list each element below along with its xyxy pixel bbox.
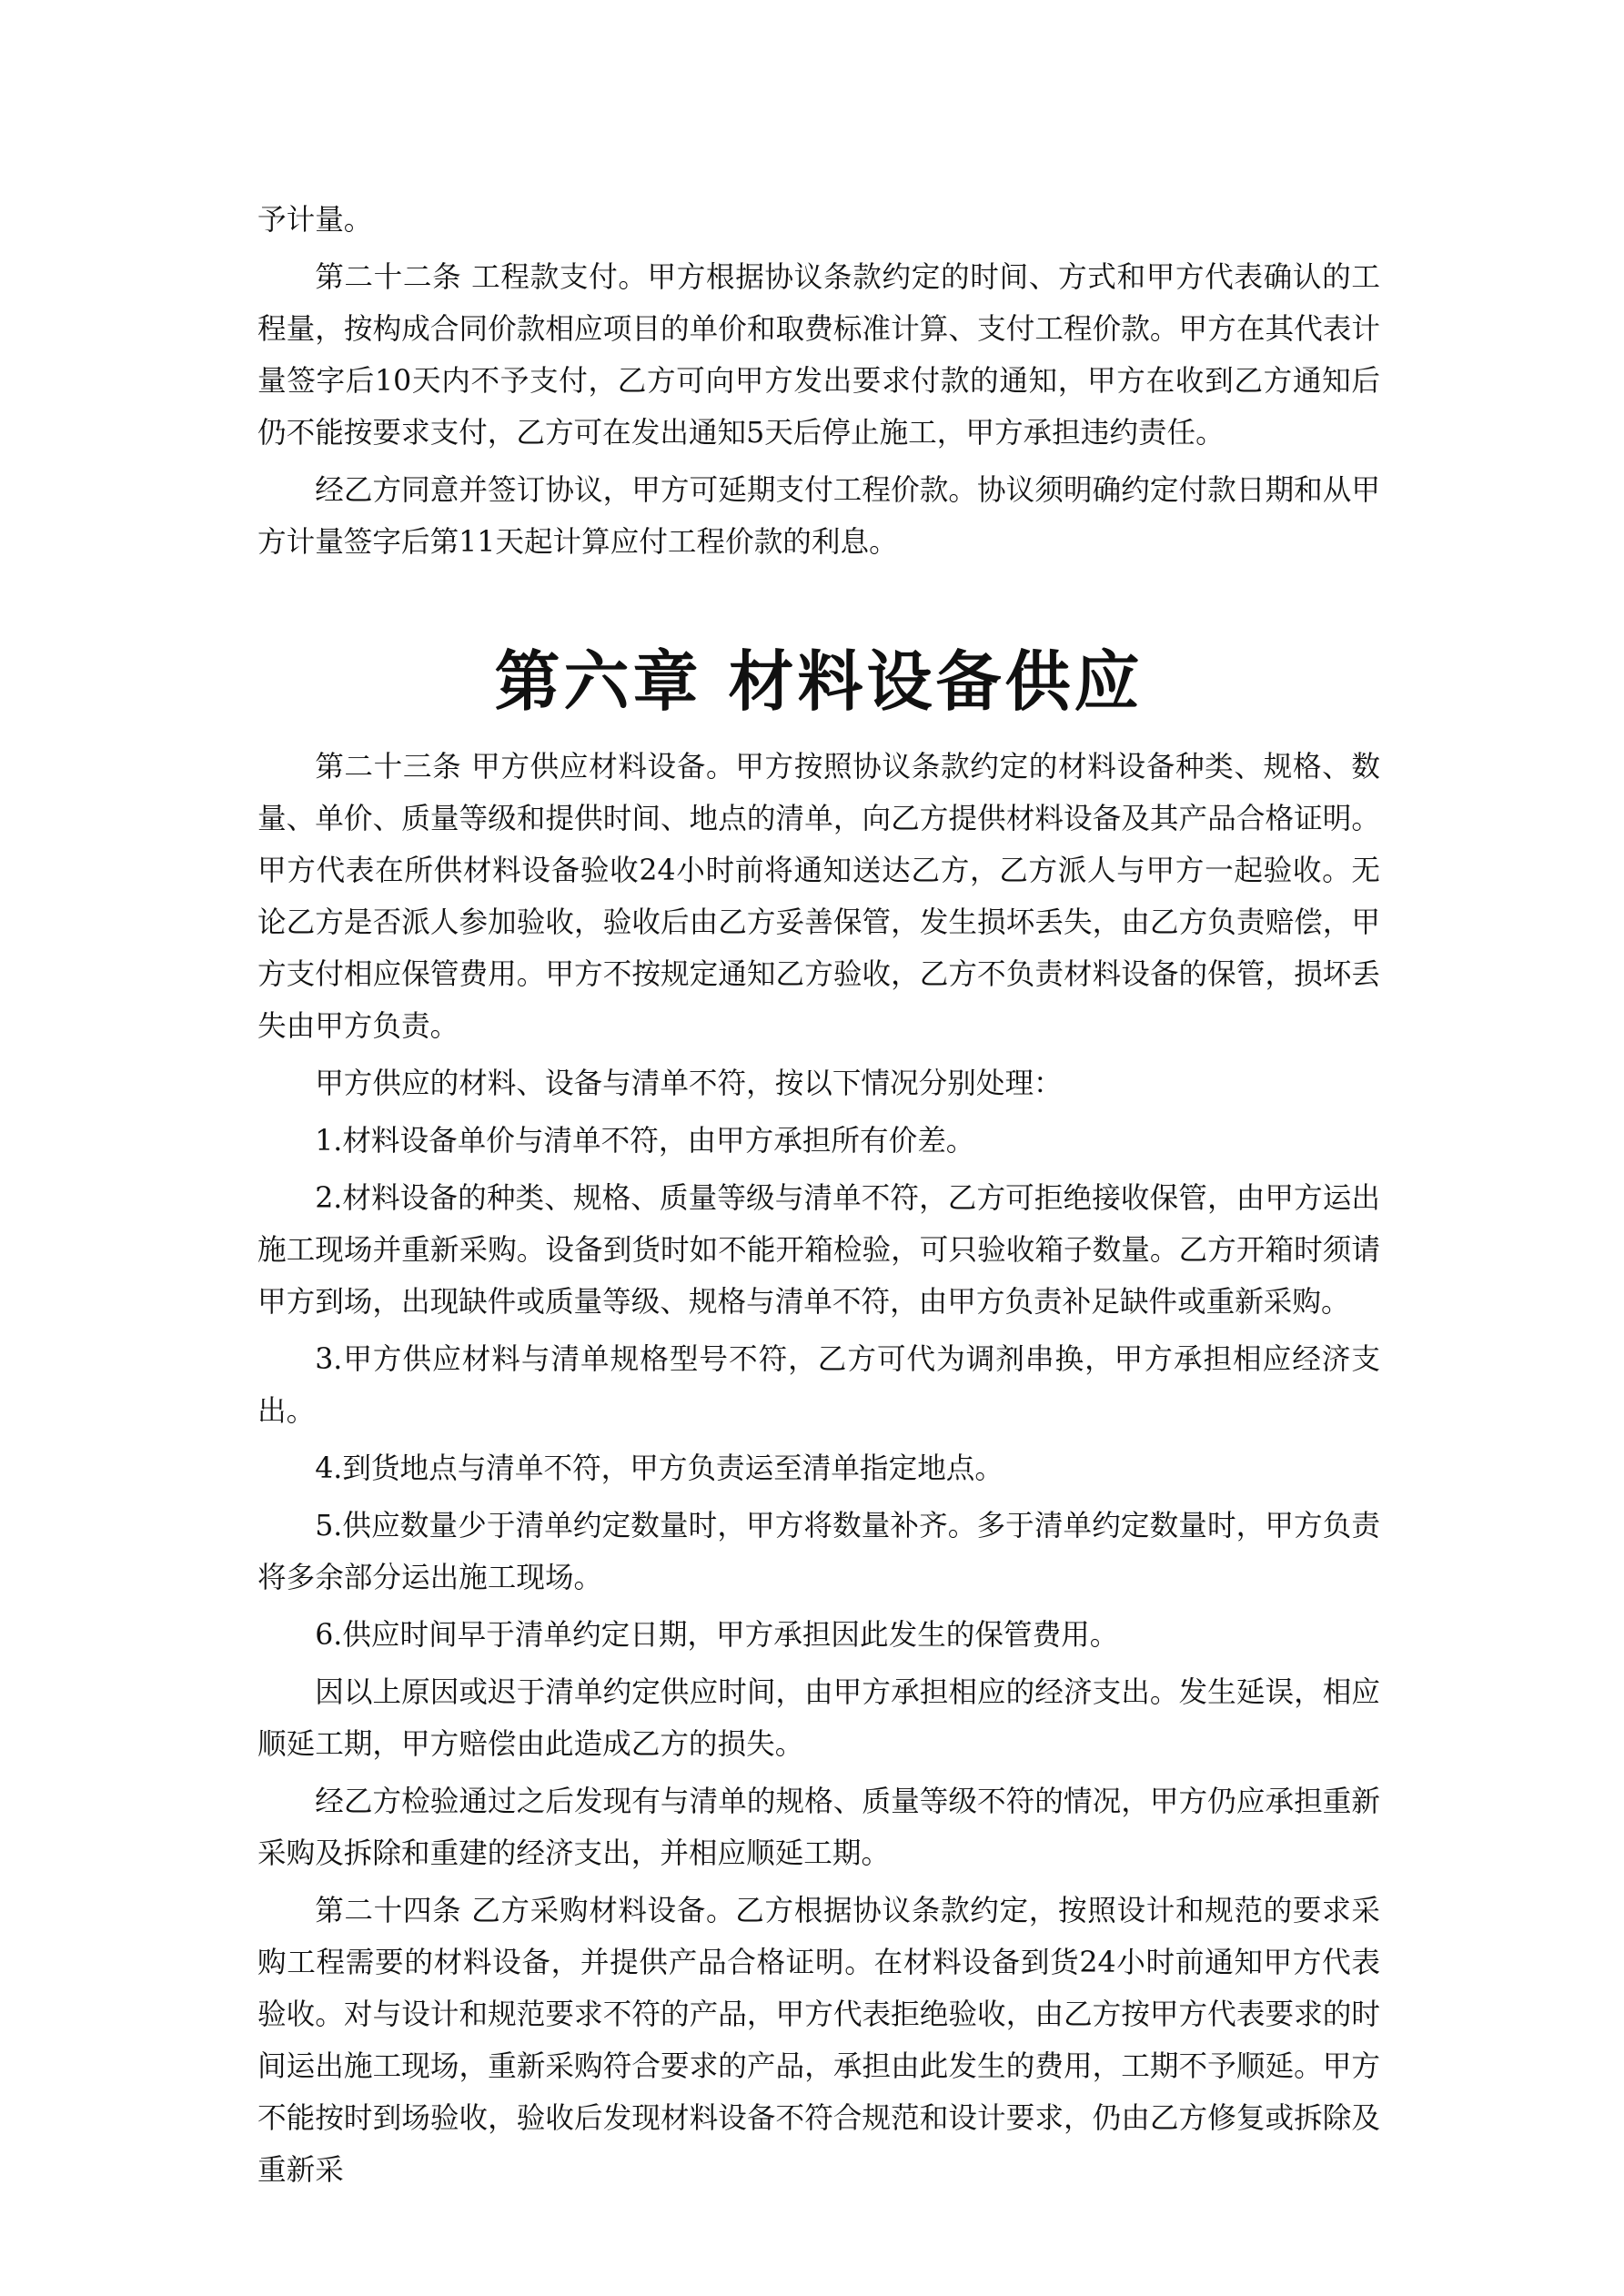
document-page <box>257 195 1380 2202</box>
list-item-3: 3.甲方供应材料与清单规格型号不符，乙方可代为调剂串换，甲方承担相应经济支出。 <box>257 1343 1380 1428</box>
list-item-1: 1.材料设备单价与清单不符，由甲方承担所有价差。 <box>315 1125 975 1158</box>
chapter-title: 第六章 材料设备供应 <box>494 643 1144 720</box>
paragraph-article-24: 第二十四条 乙方采购材料设备。乙方根据协议条款约定，按照设计和规范的要求采购工程需要的材料设备，并提供产品合格证明。在材料设备到货24小时前通知甲方代表验收。对与设计和规范要求不符的产品，甲方代表拒绝验收，由乙方按甲方代表要求的时间运出施工现场，重新采购符合要求的产品，承担由此发生的费用，工期不予顺延。甲方不能按时到场验收，验收后发现材料设备不符合规范和设计要求，仍由乙方修复或拆除及重新采 <box>257 1895 1380 2187</box>
list-item-4: 4.到货地点与清单不符，甲方负责运至清单指定地点。 <box>315 1452 1004 1485</box>
paragraph-continuation: 予计量。 <box>257 204 373 237</box>
paragraph-article-23: 第二十三条 甲方供应材料设备。甲方按照协议条款约定的材料设备种类、规格、数量、单价、质量等级和提供时间、地点的清单，向乙方提供材料设备及其产品合格证明。甲方代表在所供材料设备验收24小时前将通知送达乙方，乙方派人与甲方一起验收。无论乙方是否派人参加验收，验收后由乙方妥善保管，发生损坏丢失，由乙方负责赔偿，甲方支付相应保管费用。甲方不按规定通知乙方验收，乙方不负责材料设备的保管，损坏丢失由甲方负责。 <box>257 751 1380 1043</box>
paragraph-mismatch-intro: 甲方供应的材料、设备与清单不符，按以下情况分别处理： <box>315 1067 1063 1100</box>
paragraph-deferred-payment: 经乙方同意并签订协议，甲方可延期支付工程价款。协议须明确约定付款日期和从甲方计量签字后第11天起计算应付工程价款的利息。 <box>257 474 1380 559</box>
list-item-2: 2.材料设备的种类、规格、质量等级与清单不符，乙方可拒绝接收保管，由甲方运出施工现场并重新采购。设备到货时如不能开箱检验，可只验收箱子数量。乙方开箱时须请甲方到场，出现缺件或质量等级、规格与清单不符，由甲方负责补足缺件或重新采购。 <box>257 1182 1380 1319</box>
paragraph-article-22: 第二十二条 工程款支付。甲方根据协议条款约定的时间、方式和甲方代表确认的工程量，按构成合同价款相应项目的单价和取费标准计算、支付工程价款。甲方在其代表计量签字后10天内不予支付，乙方可向甲方发出要求付款的通知，甲方在收到乙方通知后仍不能按要求支付，乙方可在发出通知5天后停止施工，甲方承担违约责任。 <box>257 261 1380 450</box>
paragraph-post-inspection: 经乙方检验通过之后发现有与清单的规格、质量等级不符的情况，甲方仍应承担重新采购及拆除和重建的经济支出，并相应顺延工期。 <box>257 1785 1380 1870</box>
list-item-6: 6.供应时间早于清单约定日期，甲方承担因此发生的保管费用。 <box>315 1619 1119 1652</box>
list-item-5: 5.供应数量少于清单约定数量时，甲方将数量补齐。多于清单约定数量时，甲方负责将多余部分运出施工现场。 <box>257 1510 1380 1594</box>
paragraph-delay: 因以上原因或迟于清单约定供应时间，由甲方承担相应的经济支出。发生延误，相应顺延工期，甲方赔偿由此造成乙方的损失。 <box>257 1676 1380 1761</box>
